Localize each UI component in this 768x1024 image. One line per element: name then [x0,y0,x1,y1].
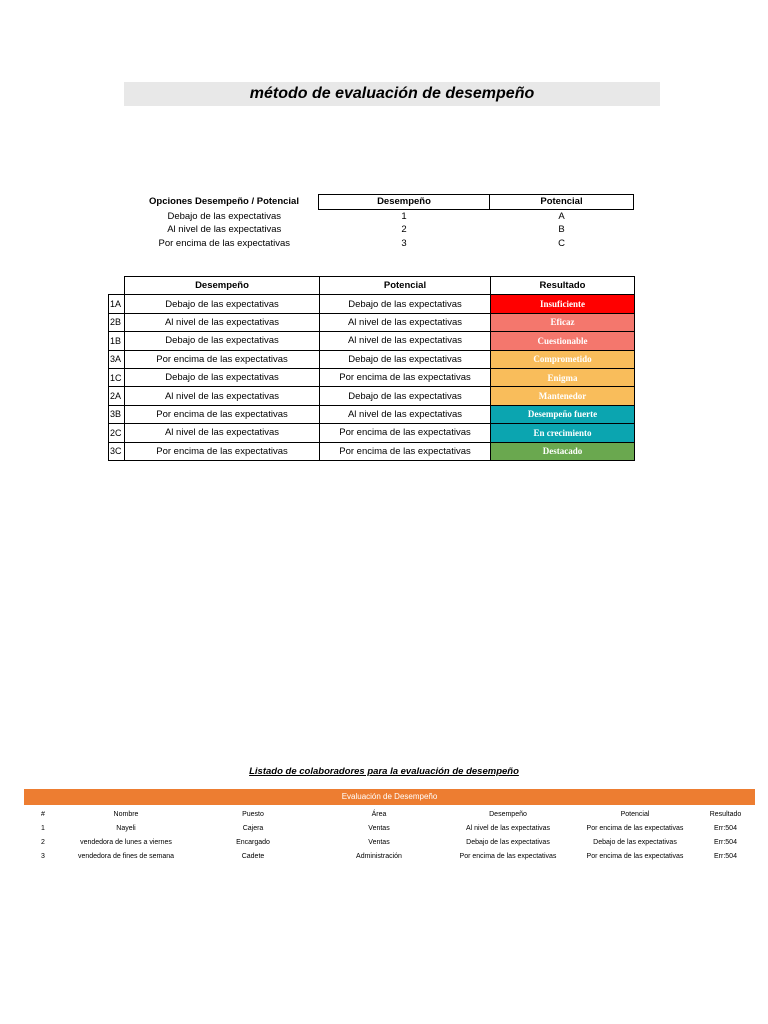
list-title: Listado de colaboradores para la evaluación de desempeño [249,766,519,777]
matrix-potencial-cell[interactable]: Debajo de las expectativas [320,350,491,368]
matrix-resultado-cell[interactable]: Desempeño fuerte [491,405,635,423]
matrix-desempeno-cell[interactable]: Al nivel de las expectativas [125,424,320,442]
list-cell-desempeno[interactable]: Por encima de las expectativas [459,852,557,860]
matrix-header-resultado[interactable]: Resultado [491,277,635,295]
options-cell-potencial[interactable]: C [558,237,565,249]
matrix-code-cell[interactable]: 3B [109,405,125,423]
matrix-potencial-cell[interactable]: Al nivel de las expectativas [320,405,491,423]
options-cell-label[interactable]: Por encima de las expectativas [158,237,290,249]
list-cell-resultado[interactable]: Err:504 [714,838,737,846]
matrix-row [109,424,635,442]
matrix-code-cell[interactable]: 1C [109,368,125,386]
matrix-resultado-cell[interactable]: Enigma [491,368,635,386]
matrix-row [109,405,635,423]
options-header-potencial[interactable]: Potencial [490,195,634,210]
options-row [130,209,634,223]
list-cell-number[interactable]: 2 [41,838,45,846]
list-cell-puesto[interactable]: Cadete [241,852,265,860]
matrix-header-row [109,277,635,295]
options-cell-desempeno[interactable]: 3 [401,237,407,249]
matrix-desempeno-cell[interactable]: Por encima de las expectativas [125,350,320,368]
list-row [24,835,755,849]
matrix-code-cell[interactable]: 2A [109,387,125,405]
list-cell-potencial[interactable]: Debajo de las expectativas [593,838,677,846]
options-cell-potencial[interactable]: A [558,210,565,222]
options-header-row [130,195,634,210]
matrix-row [109,368,635,386]
matrix-resultado-cell[interactable]: Mantenedor [491,387,635,405]
list-cell-number[interactable]: 3 [41,852,45,860]
matrix-header-potencial[interactable]: Potencial [320,277,491,295]
matrix-desempeno-cell[interactable]: Al nivel de las expectativas [125,313,320,331]
matrix-code-cell[interactable]: 1A [109,295,125,313]
matrix-desempeno-cell[interactable]: Debajo de las expectativas [125,368,320,386]
options-cell-potencial[interactable]: B [558,224,565,236]
matrix-row [109,332,635,350]
matrix-code-cell[interactable]: 2C [109,424,125,442]
list-cell-potencial[interactable]: Por encima de las expectativas [586,852,684,860]
list-col-desempeno[interactable]: Desempeño [489,810,527,818]
options-table [130,194,634,250]
list-cell-resultado[interactable]: Err:504 [714,852,737,860]
list-cell-puesto[interactable]: Encargado [236,838,270,846]
page-title: método de evaluación de desempeño [124,82,660,106]
matrix-code-cell[interactable]: 2B [109,313,125,331]
matrix-potencial-cell[interactable]: Al nivel de las expectativas [320,332,491,350]
matrix-potencial-cell[interactable]: Por encima de las expectativas [320,442,491,460]
matrix-potencial-cell[interactable]: Al nivel de las expectativas [320,313,491,331]
list-cell-nombre[interactable]: vendedora de lunes a viernes [80,838,172,846]
list-row [24,821,755,835]
options-cell-label[interactable]: Debajo de las expectativas [167,210,282,222]
list-col-resultado[interactable]: Resultado [709,810,742,818]
matrix-resultado-cell[interactable]: Eficaz [491,313,635,331]
list-cell-nombre[interactable]: vendedora de fines de semana [77,852,175,860]
matrix-desempeno-cell[interactable]: Por encima de las expectativas [125,405,320,423]
matrix-header-blank [109,277,125,295]
matrix-row [109,442,635,460]
options-cell-label[interactable]: Al nivel de las expectativas [167,224,282,236]
evaluation-header: Evaluación de Desempeño [24,789,755,805]
result-matrix-table [108,276,635,461]
options-cell-desempeno[interactable]: 1 [401,210,407,222]
options-header-desempeno[interactable]: Desempeño [319,195,490,210]
list-col-number[interactable]: # [41,810,45,818]
matrix-potencial-cell[interactable]: Por encima de las expectativas [320,424,491,442]
matrix-code-cell[interactable]: 1B [109,332,125,350]
list-cell-desempeno[interactable]: Debajo de las expectativas [466,838,550,846]
matrix-resultado-cell[interactable]: Comprometido [491,350,635,368]
matrix-resultado-cell[interactable]: Insuficiente [491,295,635,313]
list-col-potencial[interactable]: Potencial [620,810,650,818]
list-cell-potencial[interactable]: Por encima de las expectativas [586,824,684,832]
options-cell-desempeno[interactable]: 2 [401,224,407,236]
collaborators-table [24,807,755,863]
list-header-row [24,807,755,821]
list-cell-resultado[interactable]: Err:504 [714,824,737,832]
matrix-desempeno-cell[interactable]: Debajo de las expectativas [125,295,320,313]
list-cell-desempeno[interactable]: Al nivel de las expectativas [465,824,551,832]
list-row [24,849,755,863]
list-cell-nombre[interactable]: Nayeli [116,824,136,832]
matrix-potencial-cell[interactable]: Debajo de las expectativas [320,387,491,405]
options-row [130,223,634,237]
matrix-potencial-cell[interactable]: Por encima de las expectativas [320,368,491,386]
matrix-desempeno-cell[interactable]: Por encima de las expectativas [125,442,320,460]
list-col-puesto[interactable]: Puesto [242,810,264,818]
list-col-nombre[interactable]: Nombre [113,810,139,818]
matrix-potencial-cell[interactable]: Debajo de las expectativas [320,295,491,313]
options-header-label[interactable]: Opciones Desempeño / Potencial [149,196,299,208]
matrix-code-cell[interactable]: 3C [109,442,125,460]
matrix-row [109,387,635,405]
matrix-row [109,313,635,331]
matrix-resultado-cell[interactable]: Destacado [491,442,635,460]
list-col-area[interactable]: Área [371,810,387,818]
matrix-row [109,295,635,313]
matrix-code-cell[interactable]: 3A [109,350,125,368]
matrix-desempeno-cell[interactable]: Debajo de las expectativas [125,332,320,350]
list-cell-area[interactable]: Ventas [368,824,390,832]
matrix-header-desempeno[interactable]: Desempeño [125,277,320,295]
options-row [130,237,634,251]
list-cell-number[interactable]: 1 [41,824,45,832]
list-cell-area[interactable]: Ventas [368,838,390,846]
matrix-desempeno-cell[interactable]: Al nivel de las expectativas [125,387,320,405]
matrix-resultado-cell[interactable]: Cuestionable [491,332,635,350]
list-cell-area[interactable]: Administración [356,852,402,860]
matrix-row [109,350,635,368]
list-cell-puesto[interactable]: Cajera [242,824,264,832]
matrix-resultado-cell[interactable]: En crecimiento [491,424,635,442]
